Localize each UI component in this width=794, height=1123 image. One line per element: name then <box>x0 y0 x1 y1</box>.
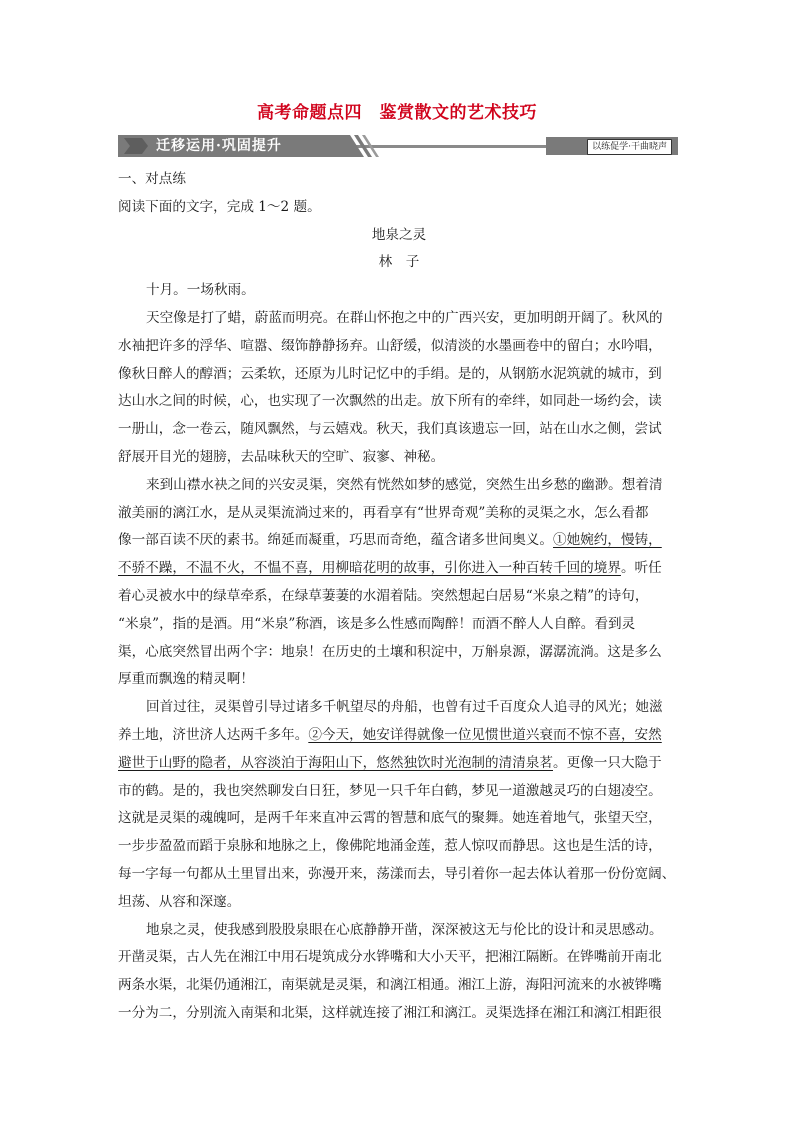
plain-text: 像一部百读不厌的素书。绵延而凝重，巧思而奇绝，蕴含诸多世间奥义。 <box>118 532 553 549</box>
paragraph-line: 地泉之灵，使我感到股股泉眼在心底静静开凿，深深被这无与伦比的设计和灵思感动。 <box>146 921 663 938</box>
paragraph-line: 澈美丽的漓江水，是从灵渠流淌过来的，再看享有“世界奇观”美称的灵渠之水，怎么看都 <box>118 504 649 521</box>
plain-text: 。听任 <box>620 560 662 577</box>
paragraph-line: 厚重而飘逸的精灵啊！ <box>118 671 254 688</box>
banner-right-label: 以练促学·干曲晓声 <box>587 139 672 155</box>
paragraph-line: 着心灵被水中的绿草牵系，在绿草萋萋的水湄着陆。突然想起白居易“米泉之精”的诗句， <box>118 587 649 604</box>
paragraph-line: 一步步盈盈而蹈于泉脉和地脉之上，像佛陀地涌金莲，惹人惊叹而静思。这也是生活的诗， <box>118 838 662 855</box>
plain-text: 养土地，济世济人达两千多年。 <box>118 726 309 743</box>
paragraph-2 <box>118 305 680 472</box>
banner-left-label: 迁移运用·巩固提升 <box>156 138 282 154</box>
paragraph-line <box>118 527 680 555</box>
plain-text: 。更像一只大隐于 <box>553 754 662 771</box>
section-heading: 一、对点练 <box>118 171 186 187</box>
article-body <box>118 166 680 1028</box>
instruction-text: 阅读下面的文字，完成 1～2 题。 <box>118 198 321 215</box>
paragraph-line: 开凿灵渠，古人先在湘江中用石堤筑成分水铧嘴和大小天平，把湘江隔断。在铧嘴前开南北 <box>118 949 662 966</box>
paragraph-line: 一册山，念一卷云，随风飘然，与云嬉戏。秋天，我们真该遗忘一回，站在山水之侧，尝试 <box>118 421 662 438</box>
paragraph-5 <box>118 917 680 1028</box>
underlined-sentence-1: ①她婉约，慢铸， <box>553 532 662 549</box>
paragraph-line: 市的鹤。是的，我也突然聊发白日狂，梦见一只千年白鹤，梦见一道激越灵巧的白翅凌空。 <box>118 782 662 799</box>
paragraph-line: 水袖把许多的浮华、喧嚣、缀饰静静扬弃。山舒缓，似清淡的水墨画卷中的留白；水吟唱， <box>118 337 662 354</box>
underlined-sentence-1-cont: 不骄不躁，不温不火，不愠不喜，用柳暗花明的故事，引你进入一种百转千回的境界 <box>118 560 621 577</box>
essay-title: 地泉之灵 <box>371 226 427 243</box>
paragraph-line: 回首过往，灵渠曾引导过诸多千帆望尽的舟船，也曾有过千百度众人追寻的风光；她滋 <box>146 699 663 716</box>
section-banner <box>118 135 678 157</box>
essay-author: 林 子 <box>378 254 420 271</box>
page-title: 高考命题点四 鉴赏散文的艺术技巧 <box>257 103 537 123</box>
paragraph-line: 这就是灵渠的魂魄呵，是两千年来直冲云霄的智慧和底气的聚舞。她连着地气，张望天空， <box>118 810 662 827</box>
underlined-sentence-2: ②今天，她安详得就像一位见惯世道兴衰而不惊不喜，安然 <box>308 726 662 743</box>
paragraph-line <box>118 555 680 583</box>
paragraph-line <box>118 722 680 750</box>
paragraph-line: 达山水之间的时候，心，也实现了一次飘然的出走。放下所有的牵绊，如同赴一场约会，读 <box>118 393 662 410</box>
paragraph-line: 来到山襟水袂之间的兴安灵渠，突然有恍然如梦的感觉，突然生出乡愁的幽渺。想着清 <box>146 476 663 493</box>
paragraph-line: 两条水渠，北渠仍通湘江，南渠就是灵渠，和漓江相通。湘江上游，海阳河流来的水被铧嘴 <box>118 977 662 994</box>
paragraph-1: 十月。一场秋雨。 <box>146 282 255 299</box>
paragraph-line: “米泉”，指的是酒。用“米泉”称酒，该是多么性感而陶醉！而酒不醉人人自醉。看到灵 <box>118 615 636 632</box>
paragraph-line: 每一字每一句都从土里冒出来，弥漫开来，荡漾而去，导引着你一起去体认着那一份份宽阔、 <box>118 865 676 882</box>
paragraph-line: 一分为二，分别流入南渠和北渠，这样就连接了湘江和漓江。灵渠选择在湘江和漓江相距很 <box>118 1004 662 1021</box>
paragraph-line: 舒展开目光的翅膀，去品味秋天的空旷、寂寥、神秘。 <box>118 448 445 465</box>
paragraph-line: 坦荡、从容和深邃。 <box>118 893 241 910</box>
paragraph-line: 像秋日醉人的醇酒；云柔软，还原为儿时记忆中的手绢。是的，从钢筋水泥筑就的城市，到 <box>118 365 662 382</box>
paragraph-line: 渠，心底突然冒出两个字：地泉！在历史的土壤和积淀中，万斛泉源，潺潺流淌。这是多么 <box>118 643 662 660</box>
paragraph-4 <box>118 694 680 916</box>
paragraph-line <box>118 750 680 778</box>
paragraph-line: 天空像是打了蜡，蔚蓝而明亮。在群山怀抱之中的广西兴安，更加明朗开阔了。秋风的 <box>146 309 663 326</box>
underlined-sentence-2-cont: 避世于山野的隐者，从容淡泊于海阳山下，悠然独饮时光泡制的清清泉茗 <box>118 754 553 771</box>
paragraph-3 <box>118 472 680 694</box>
